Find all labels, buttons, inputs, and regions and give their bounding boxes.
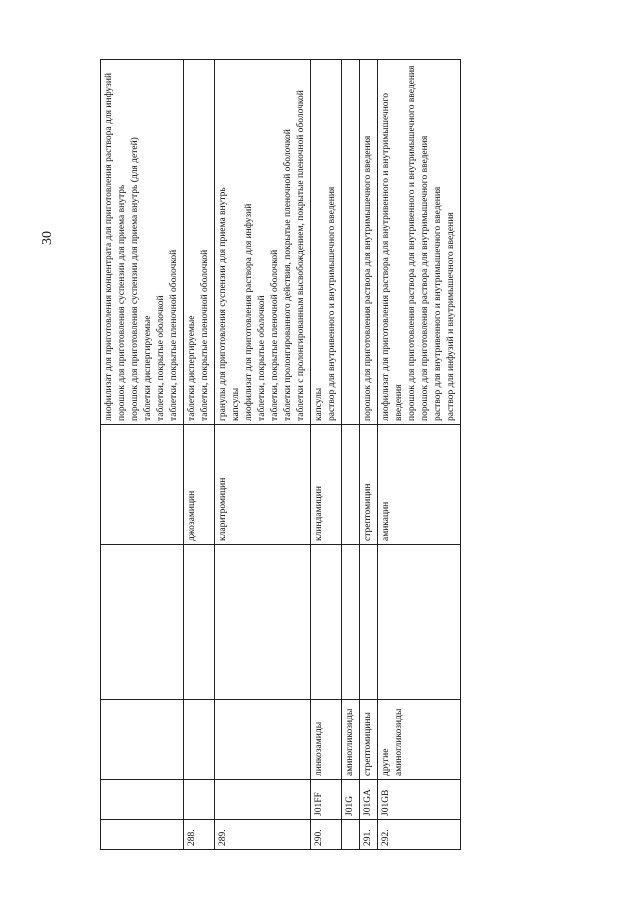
group-name: линкозамиды bbox=[311, 700, 342, 780]
drug-name: амикацин bbox=[378, 425, 461, 545]
group-name bbox=[215, 700, 311, 780]
group-name: другие аминогликозиды bbox=[378, 700, 461, 780]
atc-code: J01GB bbox=[378, 780, 461, 820]
dosage-forms bbox=[311, 60, 342, 425]
atc-code bbox=[184, 780, 215, 820]
drug-name bbox=[342, 425, 360, 545]
dosage-form: таблетки, покрытые оболочкой bbox=[257, 295, 267, 421]
table-row bbox=[101, 60, 184, 850]
dosage-forms bbox=[378, 60, 461, 425]
group-name bbox=[184, 700, 215, 780]
subgroup-name bbox=[311, 545, 342, 700]
table-row bbox=[360, 60, 378, 850]
dosage-form: раствор для внутривенного и внутримышечного введения bbox=[327, 186, 337, 421]
dosage-form: лиофилизат для приготовления раствора для инфузий bbox=[244, 203, 254, 421]
group-name: стрептомицины bbox=[360, 700, 378, 780]
drug-name: клиндамицин bbox=[311, 425, 342, 545]
drug-name: джозамицин bbox=[184, 425, 215, 545]
dosage-form: таблетки, покрытые пленочной оболочкой bbox=[169, 249, 179, 421]
subgroup-name bbox=[184, 545, 215, 700]
dosage-form: порошок для приготовления суспензии для приема внутрь (для детей) bbox=[130, 137, 140, 421]
drug-name: кларитромицин bbox=[215, 425, 311, 545]
atc-code bbox=[215, 780, 311, 820]
subgroup-name bbox=[342, 545, 360, 700]
row-number bbox=[342, 820, 360, 850]
row-number bbox=[101, 820, 184, 850]
drug-name bbox=[101, 425, 184, 545]
row-number: 292. bbox=[378, 820, 461, 850]
subgroup-name bbox=[215, 545, 311, 700]
rotated-page-content bbox=[100, 60, 560, 850]
dosage-form: таблетки, покрытые оболочкой bbox=[156, 295, 166, 421]
dosage-form: таблетки с пролонгированным высвобождением, покрытые пленочной оболочкой bbox=[296, 90, 306, 421]
dosage-forms bbox=[184, 60, 215, 425]
atc-code: J01FF bbox=[311, 780, 342, 820]
dosage-form: порошок для приготовления раствора для внутривенного и внутримышечного введения bbox=[407, 65, 417, 421]
table-row bbox=[184, 60, 215, 850]
table-row bbox=[378, 60, 461, 850]
group-name: аминогликозиды bbox=[342, 700, 360, 780]
dosage-form: раствор для инфузий и внутримышечного введения bbox=[446, 212, 456, 421]
dosage-form: гранулы для приготовления суспензии для приема внутрь bbox=[218, 187, 228, 421]
group-name bbox=[101, 700, 184, 780]
dosage-form: порошок для приготовления раствора для внутримышечного введения bbox=[363, 135, 373, 421]
dosage-forms bbox=[360, 60, 378, 425]
page-number: 30 bbox=[40, 231, 55, 245]
dosage-form: раствор для внутривенного и внутримышечного введения bbox=[433, 186, 443, 421]
drug-list-table bbox=[100, 59, 461, 850]
dosage-form: таблетки диспергируемые bbox=[143, 315, 153, 421]
dosage-forms bbox=[101, 60, 184, 425]
dosage-form: капсулы bbox=[231, 387, 241, 421]
subgroup-name bbox=[360, 545, 378, 700]
dosage-form: таблетки пролонгированного действия, покрытые пленочной оболочкой bbox=[283, 129, 293, 421]
dosage-form: порошок для приготовления раствора для внутримышечного введения bbox=[420, 135, 430, 421]
table-row bbox=[215, 60, 311, 850]
subgroup-name bbox=[101, 545, 184, 700]
dosage-form: лиофилизат для приготовления раствора для внутривенного и внутримышечного введения bbox=[381, 93, 404, 421]
row-number: 291. bbox=[360, 820, 378, 850]
dosage-forms bbox=[342, 60, 360, 425]
subgroup-name bbox=[378, 545, 461, 700]
dosage-forms bbox=[215, 60, 311, 425]
table-row bbox=[342, 60, 360, 850]
atc-code: J01GA bbox=[360, 780, 378, 820]
dosage-form: капсулы bbox=[314, 387, 324, 421]
dosage-form: порошок для приготовления суспензии для приема внутрь bbox=[117, 184, 127, 421]
row-number: 288. bbox=[184, 820, 215, 850]
dosage-form: таблетки, покрытые пленочной оболочкой bbox=[270, 249, 280, 421]
drug-name: стрептомицин bbox=[360, 425, 378, 545]
row-number: 289. bbox=[215, 820, 311, 850]
dosage-form: таблетки, покрытые пленочной оболочкой bbox=[200, 249, 210, 421]
table-row bbox=[311, 60, 342, 850]
atc-code bbox=[101, 780, 184, 820]
dosage-form: лиофилизат для приготовления концентрата для приготовления раствора для инфузий bbox=[104, 72, 114, 421]
dosage-form: таблетки диспергируемые bbox=[187, 315, 197, 421]
atc-code: J01G bbox=[342, 780, 360, 820]
row-number: 290. bbox=[311, 820, 342, 850]
